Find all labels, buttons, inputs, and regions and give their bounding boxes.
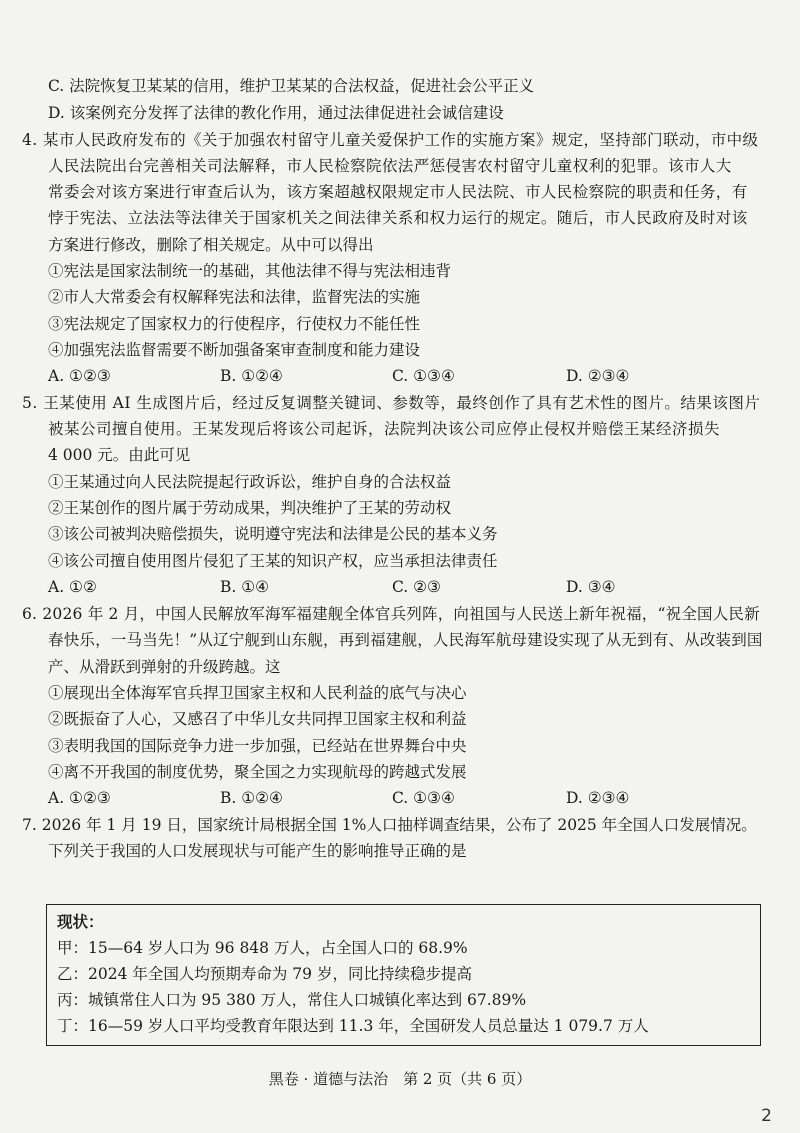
q5-item-1: ①王某通过向人民法院提起行政诉讼，维护自身的合法权益 xyxy=(48,473,452,491)
q4-choice-b[interactable]: B. ①②④ xyxy=(220,367,283,385)
q6-choice-b[interactable]: B. ①②④ xyxy=(220,789,283,807)
q5-item-2: ②王某创作的图片属于劳动成果，判决维护了王某的劳动权 xyxy=(48,499,452,517)
q5-stem-line: 被某公司擅自使用。王某发现后将该公司起诉，法院判决该公司应停止侵权并赔偿王某经济损失 xyxy=(48,420,721,438)
q6-stem-line: 6. 2026 年 2 月，中国人民解放军海军福建舰全体官兵列阵，向祖国与人民送上新年祝福，“祝全国人民新 xyxy=(22,605,760,623)
box-item-ding: 丁：16—59 岁人口平均受教育年限达到 11.3 年，全国研发人员总量达 1 079.7 万人 xyxy=(57,1017,649,1035)
q5-item-4: ④该公司擅自使用图片侵犯了王某的知识产权，应当承担法律责任 xyxy=(48,552,498,570)
q4-item-1: ①宪法是国家法制统一的基础，其他法律不得与宪法相违背 xyxy=(48,262,452,280)
status-table-box xyxy=(46,904,761,1046)
q4-choice-c[interactable]: C. ①③④ xyxy=(392,367,455,385)
q6-choice-a[interactable]: A. ①②③ xyxy=(48,789,111,807)
page-number: 2 xyxy=(761,1106,772,1126)
q7-stem-line: 下列关于我国的人口发展现状与可能产生的影响推导正确的是 xyxy=(48,842,467,860)
q5-choice-b[interactable]: B. ①④ xyxy=(220,578,270,596)
q6-choice-d[interactable]: D. ②③④ xyxy=(566,789,630,807)
box-title: 现状： xyxy=(57,912,104,931)
q4-stem-line: 人民法院出台完善相关司法解释，市人民检察院依法严惩侵害农村留守儿童权利的犯罪。该市人大 xyxy=(48,157,732,175)
q5-stem-line: 4 000 元。由此可见 xyxy=(48,446,191,464)
q6-item-4: ④离不开我国的制度优势，聚全国之力实现航母的跨越式发展 xyxy=(48,763,467,781)
q4-item-3: ③宪法规定了国家权力的行使程序，行使权力不能任性 xyxy=(48,315,421,333)
q4-stem-line: 常委会对该方案进行审查后认为，该方案超越权限规定市人民法院、市人民检察院的职责和任务，有 xyxy=(48,183,748,201)
q5-item-3: ③该公司被判决赔偿损失，说明遵守宪法和法律是公民的基本义务 xyxy=(48,525,498,543)
box-item-jia: 甲：15—64 岁人口为 96 848 万人，占全国人口的 68.9% xyxy=(57,939,468,957)
q6-item-2: ②既振奋了人心，又感召了中华儿女共同捍卫国家主权和利益 xyxy=(48,710,467,728)
q6-stem-line: 春快乐，一马当先！”从辽宁舰到山东舰，再到福建舰，人民海军航母建设实现了从无到有、从改装到国 xyxy=(48,631,763,649)
q4-item-2: ②市人大常委会有权解释宪法和法律，监督宪法的实施 xyxy=(48,288,421,306)
q5-stem-line: 5. 王某使用 AI 生成图片后，经过反复调整关键词、参数等，最终创作了具有艺术性的图片。结果该图片 xyxy=(22,394,761,412)
q4-stem-line: 方案进行修改，删除了相关规定。从中可以得出 xyxy=(48,236,374,254)
box-item-bing: 丙：城镇常住人口为 95 380 万人，常住人口城镇化率达到 67.89% xyxy=(57,991,527,1009)
q3-option-d: D. 该案例充分发挥了法律的教化作用，通过法律促进社会诚信建设 xyxy=(48,104,504,122)
q4-stem-line: 4. 某市人民政府发布的《关于加强农村留守儿童关爱保护工作的实施方案》规定，坚持部门联动，市中级 xyxy=(22,131,759,149)
q4-item-4: ④加强宪法监督需要不断加强备案审查制度和能力建设 xyxy=(48,341,421,359)
q4-stem-line: 悖于宪法、立法法等法律关于国家机关之间法律关系和权力运行的规定。随后，市人民政府及时对该 xyxy=(48,209,748,227)
q5-choice-a[interactable]: A. ①② xyxy=(48,578,97,596)
page-footer: 黑卷 · 道德与法治 第 2 页（共 6 页） xyxy=(268,1070,532,1088)
box-item-yi: 乙：2024 年全国人均预期寿命为 79 岁，同比持续稳步提高 xyxy=(57,965,472,983)
q4-choice-d[interactable]: D. ②③④ xyxy=(566,367,630,385)
q6-stem-line: 产、从滑跃到弹射的升级跨越。这 xyxy=(48,658,281,676)
q3-option-c: C. 法院恢复卫某某的信用，维护卫某某的合法权益，促进社会公平正义 xyxy=(48,77,535,95)
q4-choice-a[interactable]: A. ①②③ xyxy=(48,367,111,385)
q6-choice-c[interactable]: C. ①③④ xyxy=(392,789,455,807)
q5-choice-d[interactable]: D. ③④ xyxy=(566,578,616,596)
q5-choice-c[interactable]: C. ②③ xyxy=(392,578,441,596)
q6-item-1: ①展现出全体海军官兵捍卫国家主权和人民利益的底气与决心 xyxy=(48,684,467,702)
q7-stem-line: 7. 2026 年 1 月 19 日，国家统计局根据全国 1%人口抽样调查结果，公布了 2025 年全国人口发展情况。 xyxy=(22,816,757,834)
q6-item-3: ③表明我国的国际竞争力进一步加强，已经站在世界舞台中央 xyxy=(48,737,467,755)
